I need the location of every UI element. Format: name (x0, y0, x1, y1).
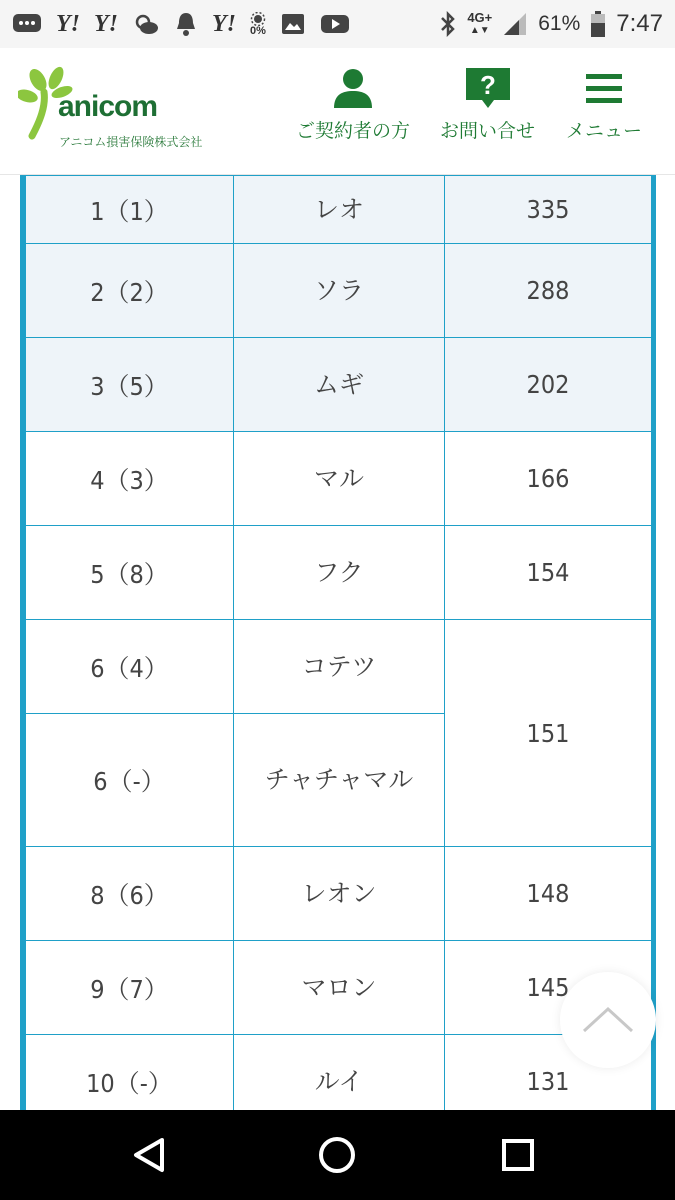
data-arrows-icon: ▲▼ (469, 25, 490, 36)
yahoo-icon: Y! (212, 10, 236, 37)
table-row (26, 620, 652, 714)
image-icon (280, 10, 306, 38)
table-row (26, 338, 652, 432)
rank-cell: 9（7） (26, 941, 234, 1035)
name-cell: コテツ (234, 620, 445, 714)
recent-apps-icon[interactable] (498, 1135, 538, 1175)
signal-icon (502, 10, 528, 38)
name-cell: レオ (234, 176, 445, 244)
help-bubble-icon (464, 66, 512, 110)
table-row (26, 244, 652, 338)
battery-percent: 61% (538, 12, 581, 35)
table-row (26, 1035, 652, 1111)
nav-contact-label: お問い合せ (440, 120, 536, 142)
name-cell: ムギ (234, 338, 445, 432)
count-cell: 166 (445, 432, 652, 526)
count-cell: 288 (445, 244, 652, 338)
battery-icon (590, 10, 606, 38)
bluetooth-icon (439, 10, 457, 38)
table-row (26, 526, 652, 620)
back-icon[interactable] (130, 1135, 170, 1175)
nav-account[interactable] (296, 66, 410, 143)
table-row (26, 176, 652, 244)
saver-percent: 0% (250, 24, 266, 37)
home-icon[interactable] (317, 1135, 357, 1175)
rank-cell: 4（3） (26, 432, 234, 526)
rank-cell: 1（1） (26, 176, 234, 244)
name-cell: レオン (234, 847, 445, 941)
user-icon (331, 66, 375, 110)
yahoo-icon: Y! (56, 10, 80, 37)
table-row (26, 941, 652, 1035)
hamburger-menu-icon (584, 66, 624, 110)
scroll-to-top-button[interactable] (560, 972, 656, 1068)
rank-cell: 10（-） (26, 1035, 234, 1111)
count-cell: 148 (445, 847, 652, 941)
weather-icon (132, 10, 160, 38)
count-cell: 131 (445, 1035, 652, 1111)
name-cell: マル (234, 432, 445, 526)
svg-text:?: ? (479, 70, 496, 100)
message-icon (12, 10, 42, 38)
rank-cell: 6（-） (26, 714, 234, 847)
count-cell: 202 (445, 338, 652, 432)
yahoo-icon: Y! (94, 10, 118, 37)
nav-contact[interactable] (440, 66, 535, 143)
rank-cell: 3（5） (26, 338, 234, 432)
rank-cell: 6（4） (26, 620, 234, 714)
anicom-logo[interactable] (18, 66, 233, 156)
name-cell: フク (234, 526, 445, 620)
rank-cell: 5（8） (26, 526, 234, 620)
count-cell: 151 (445, 620, 652, 847)
count-cell: 145 (445, 941, 652, 1035)
site-header (0, 48, 675, 175)
count-cell: 335 (445, 176, 652, 244)
count-cell: 154 (445, 526, 652, 620)
brand-name: anicom (58, 90, 158, 123)
status-icons-left (12, 10, 350, 38)
rank-cell: 2（2） (26, 244, 234, 338)
chevron-up-icon (580, 1005, 636, 1035)
rank-cell: 8（6） (26, 847, 234, 941)
nav-menu-label: メニュー (566, 120, 643, 142)
ranking-table-container (20, 175, 656, 1110)
status-icons-right (439, 10, 663, 38)
name-cell: ルイ (234, 1035, 445, 1111)
youtube-icon (320, 10, 350, 38)
name-cell: マロン (234, 941, 445, 1035)
status-bar (0, 0, 675, 48)
clock: 7:47 (616, 10, 663, 37)
android-nav-bar (0, 1110, 675, 1200)
ranking-table (25, 175, 652, 1110)
battery-saver-icon (250, 10, 266, 38)
bell-icon (174, 10, 198, 38)
brand-company: アニコム損害保険株式会社 (59, 135, 203, 149)
table-row (26, 432, 652, 526)
network-type: 4G+ (467, 10, 493, 25)
name-cell: チャチャマル (234, 714, 445, 847)
nav-account-label: ご契約者の方 (296, 120, 411, 142)
name-cell: ソラ (234, 244, 445, 338)
network-indicator (467, 10, 492, 38)
table-row (26, 847, 652, 941)
nav-menu[interactable] (566, 66, 642, 143)
